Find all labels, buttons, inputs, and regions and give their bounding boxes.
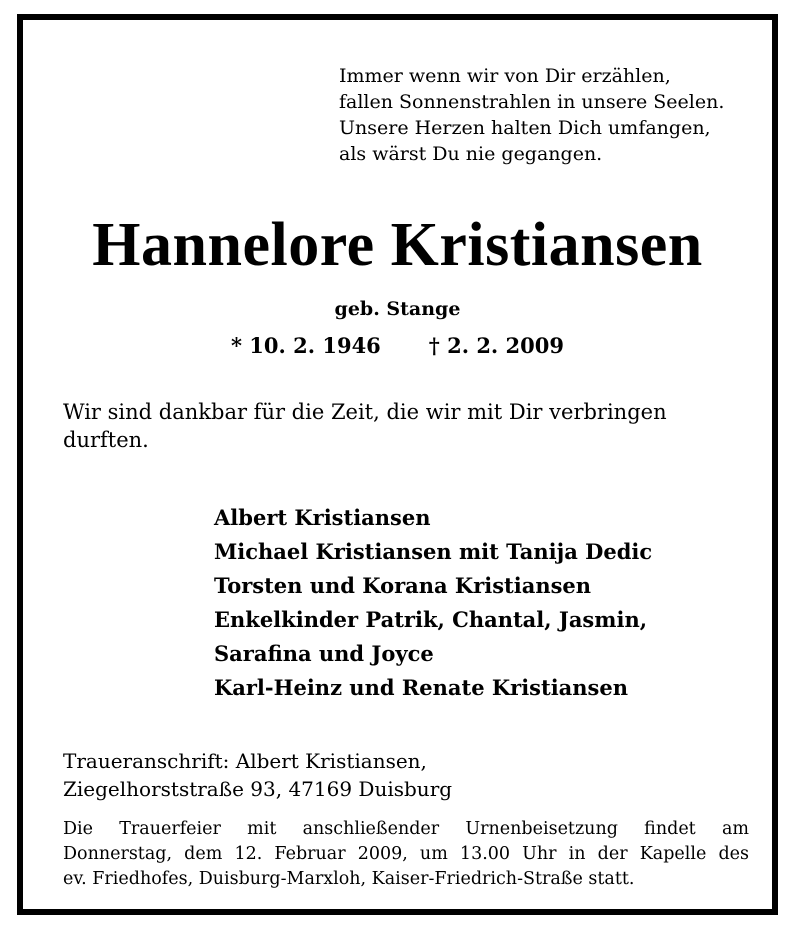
funeral-notice	[63, 817, 749, 892]
poem-line: Immer wenn wir von Dir erzählen,	[339, 65, 671, 87]
notice-line: ev. Friedhofes, Duisburg-Marxloh, Kaiser-Friedrich-Straße statt.	[63, 869, 635, 889]
thanks-text	[63, 398, 723, 454]
address-line: Traueranschrift: Albert Kristiansen,	[63, 749, 427, 773]
mourner-line: Enkelkinder Patrik, Chantal, Jasmin,	[214, 607, 648, 632]
birth-date: * 10. 2. 1946	[230, 333, 381, 358]
mourners-list	[214, 501, 652, 705]
thanks-line: durften.	[63, 428, 149, 452]
obituary-frame	[17, 14, 778, 915]
poem-line: Unsere Herzen halten Dich umfangen,	[339, 117, 711, 139]
address-line: Ziegelhorststraße 93, 47169 Duisburg	[63, 777, 453, 801]
thanks-line: Wir sind dankbar für die Zeit, die wir mit Dir verbringen	[63, 400, 667, 424]
notice-line: Die Trauerfeier mit anschließender Urnenbeisetzung findet am	[63, 819, 749, 839]
mourner-line: Sarafina und Joyce	[214, 641, 434, 666]
mourner-line: Karl-Heinz und Renate Kristiansen	[214, 675, 629, 700]
birth-name: geb. Stange	[334, 298, 461, 320]
notice-line: Donnerstag, dem 12. Februar 2009, um 13.00 Uhr in der Kapelle des	[63, 844, 749, 864]
death-date: † 2. 2. 2009	[428, 333, 565, 358]
deceased-name: Hannelore Kristiansen	[92, 211, 703, 279]
mourner-line: Albert Kristiansen	[214, 505, 431, 530]
poem-line: als wärst Du nie gegangen.	[339, 143, 603, 165]
poem-line: fallen Sonnenstrahlen in unsere Seelen.	[339, 91, 725, 113]
poem	[339, 63, 724, 167]
mourner-line: Michael Kristiansen mit Tanija Dedic	[214, 539, 653, 564]
mourner-line: Torsten und Korana Kristiansen	[214, 573, 592, 598]
mourning-address	[63, 747, 452, 803]
life-dates	[23, 332, 772, 360]
